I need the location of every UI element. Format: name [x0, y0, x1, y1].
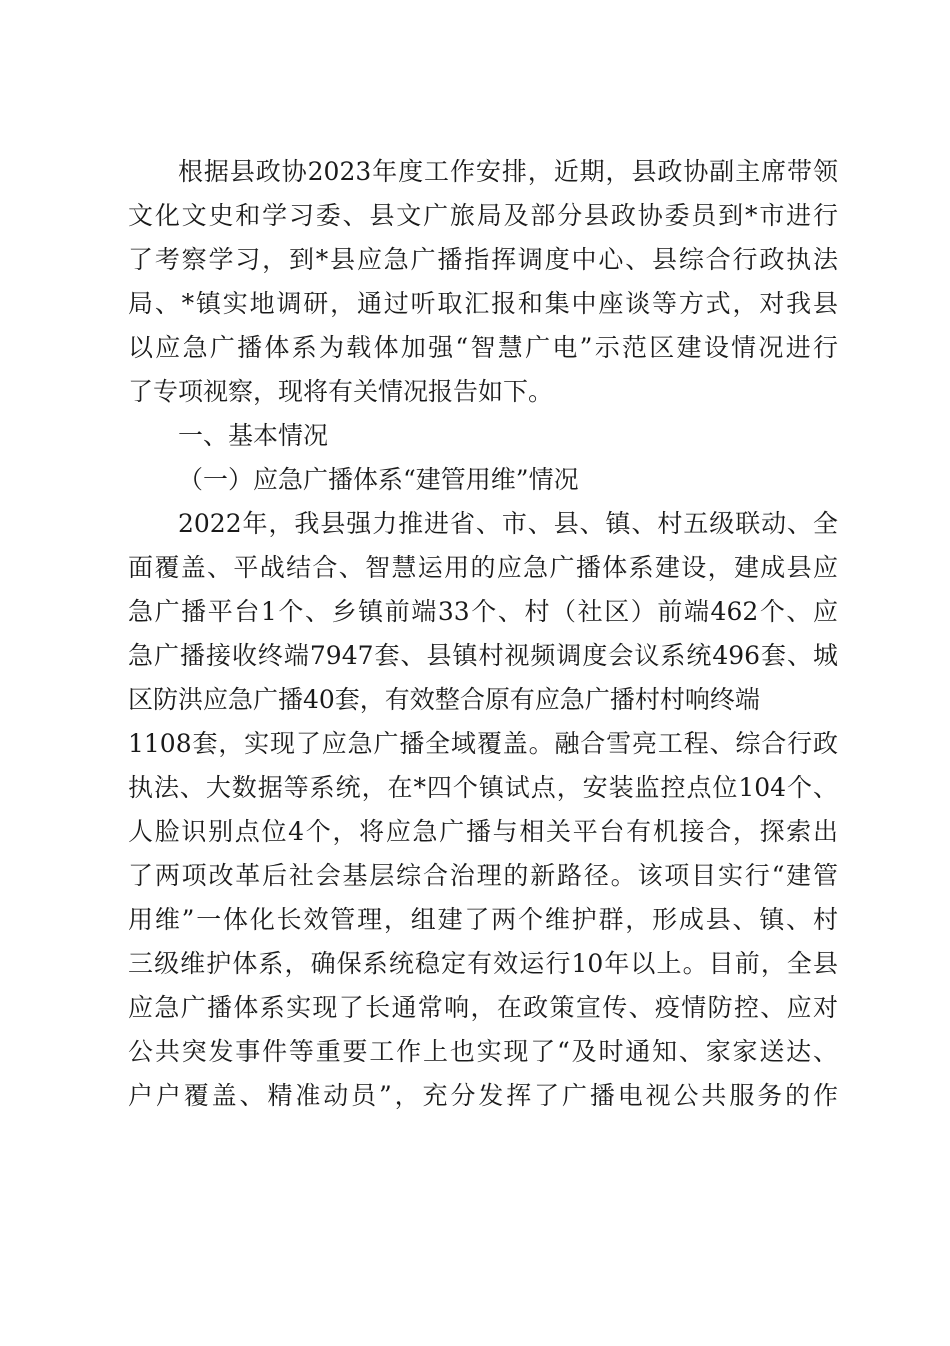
paragraph-2-line-2: 面覆盖、平战结合、智慧运用的应急广播体系建设，建成县应 — [128, 553, 838, 582]
paragraph-1-line-6: 了专项视察，现将有关情况报告如下。 — [128, 377, 554, 406]
paragraph-1-line-1: 根据县政协2023年度工作安排，近期，县政协副主席带领 — [178, 157, 838, 186]
paragraph-2-line-1: 2022年，我县强力推进省、市、县、镇、村五级联动、全 — [178, 509, 838, 538]
paragraph-2-line-12: 应急广播体系实现了长通常响，在政策宣传、疫情防控、应对 — [128, 993, 838, 1022]
paragraph-2-line-4: 急广播接收终端7947套、县镇村视频调度会议系统496套、城 — [128, 641, 838, 670]
paragraph-1-line-3: 了考察学习，到*县应急广播指挥调度中心、县综合行政执法 — [128, 245, 838, 274]
paragraph-2-line-9: 了两项改革后社会基层综合治理的新路径。该项目实行“建管 — [128, 861, 838, 890]
paragraph-2-line-10: 用维”一体化长效管理，组建了两个维护群，形成县、镇、村 — [128, 905, 838, 934]
subsection-heading: （一）应急广播体系“建管用维”情况 — [178, 465, 579, 494]
paragraph-2-line-5: 区防洪应急广播40套，有效整合原有应急广播村村响终端 — [128, 685, 760, 714]
document-body — [128, 150, 838, 1118]
paragraph-1-line-5: 以应急广播体系为载体加强“智慧广电”示范区建设情况进行 — [128, 333, 838, 362]
paragraph-2-line-11: 三级维护体系，确保系统稳定有效运行10年以上。目前，全县 — [128, 949, 838, 978]
paragraph-2-line-8: 人脸识别点位4个，将应急广播与相关平台有机接合，探索出 — [128, 817, 838, 846]
paragraph-2-line-13: 公共突发事件等重要工作上也实现了“及时通知、家家送达、 — [128, 1037, 838, 1066]
paragraph-2-line-3: 急广播平台1个、乡镇前端33个、村（社区）前端462个、应 — [128, 597, 838, 626]
paragraph-2-line-6: 1108套，实现了应急广播全域覆盖。融合雪亮工程、综合行政 — [128, 729, 838, 758]
paragraph-1-line-2: 文化文史和学习委、县文广旅局及部分县政协委员到*市进行 — [128, 201, 838, 230]
section-heading: 一、基本情况 — [178, 421, 329, 450]
paragraph-1-line-4: 局、*镇实地调研，通过听取汇报和集中座谈等方式，对我县 — [128, 289, 838, 318]
paragraph-2-line-7: 执法、大数据等系统，在*四个镇试点，安装监控点位104个、 — [128, 773, 838, 802]
paragraph-2-line-14: 户户覆盖、精准动员”，充分发挥了广播电视公共服务的作 — [128, 1081, 838, 1110]
